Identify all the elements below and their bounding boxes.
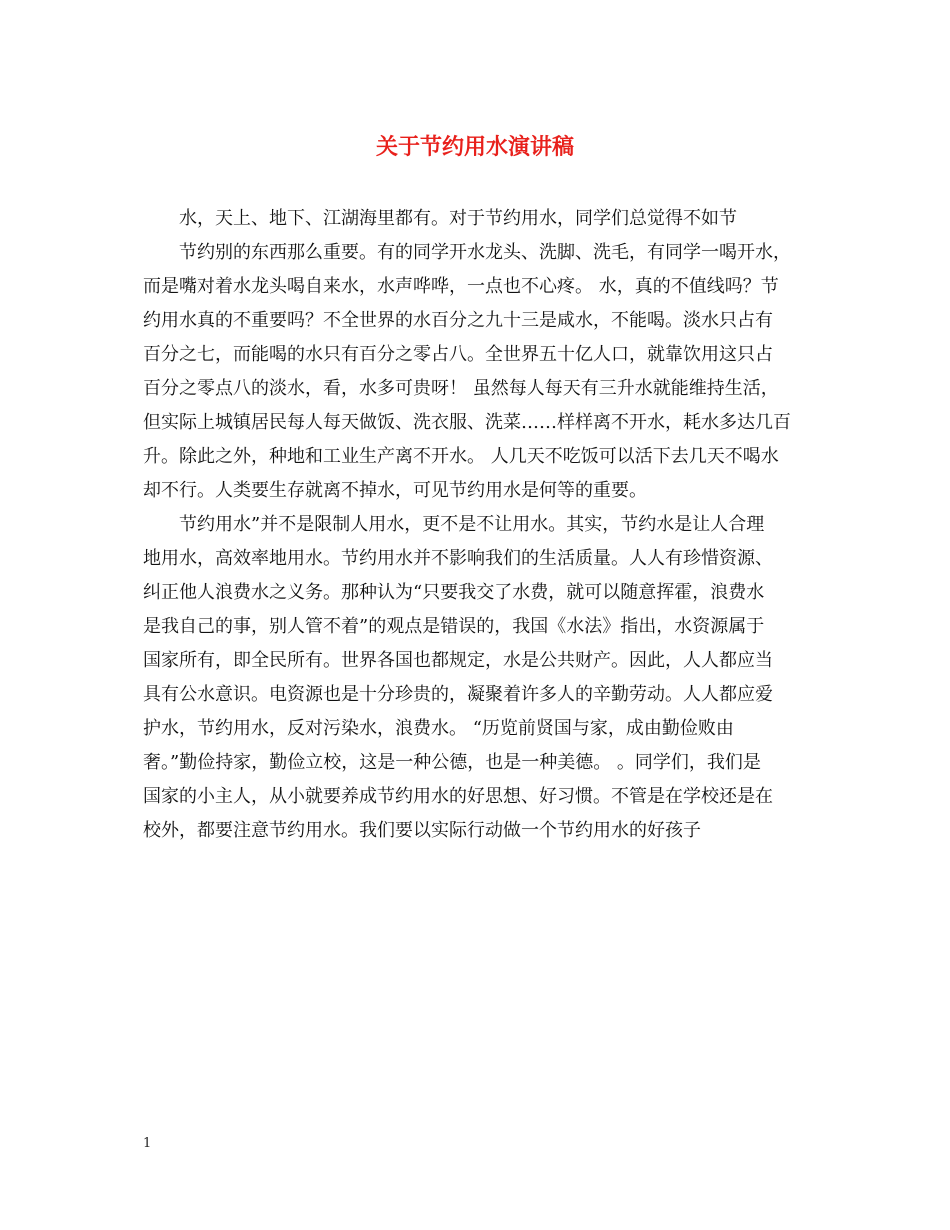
text-line: 纠正他人浪费水之义务。那种认为“只要我交了水费，就可以随意挥霍，浪费水 <box>143 582 765 603</box>
text-line: 奢。”勤俭持家，勤俭立校，这是一种公德，也是一种美德。 。同学们，我们是 <box>143 752 761 773</box>
text-line: 校外，都要注意节约用水。我们要以实际行动做一个节约用水的好孩子 <box>143 820 701 841</box>
page-number: 1 <box>143 1136 152 1151</box>
text-line: 百分之零点八的淡水，看，水多可贵呀！ 虽然每人每天有三升水就能维持生活， <box>143 378 779 399</box>
document-title: 关于节约用水演讲稿 <box>375 135 574 160</box>
text-line: 水，天上、地下、江湖海里都有。对于节约用水，同学们总觉得不如节 <box>179 208 737 229</box>
text-line: 但实际上城镇居民每人每天做饭、洗衣服、洗菜……样样离不开水，耗水多达几百 <box>143 412 791 433</box>
text-line: 国家的小主人，从小就要养成节约用水的好思想、好习惯。不管是在学校还是在 <box>143 786 773 807</box>
text-line: 却不行。人类要生存就离不掉水，可见节约用水是何等的重要。 <box>143 480 647 501</box>
text-line: 升。除此之外，种地和工业生产离不开水。 人几天不吃饭可以活下去几天不喝水 <box>143 446 779 467</box>
text-line: 护水，节约用水，反对污染水，浪费水。 “历览前贤国与家，成由勤俭败由 <box>143 718 734 739</box>
text-line: 百分之七，而能喝的水只有百分之零占八。全世界五十亿人口，就靠饮用这只占 <box>143 344 773 365</box>
text-line: 具有公水意识。电资源也是十分珍贵的，凝聚着许多人的辛勤劳动。人人都应爱 <box>143 684 773 705</box>
text-line: 地用水，高效率地用水。节约用水并不影响我们的生活质量。人人有珍惜资源、 <box>143 548 773 569</box>
text-line: 节约用水”并不是限制人用水，更不是不让用水。其实，节约水是让人合理 <box>179 514 765 535</box>
text-line: 节约别的东西那么重要。有的同学开水龙头、洗脚、洗毛，有同学一喝开水， <box>179 242 791 263</box>
text-line: 是我自己的事，别人管不着”的观点是错误的，我国《水法》指出，水资源属于 <box>143 616 765 637</box>
text-line: 国家所有，即全民所有。世界各国也都规定，水是公共财产。因此，人人都应当 <box>143 650 773 671</box>
text-line: 约用水真的不重要吗？不全世界的水百分之九十三是咸水，不能喝。淡水只占有 <box>143 310 773 331</box>
text-line: 而是嘴对着水龙头喝自来水，水声哗哗，一点也不心疼。 水，真的不值线吗？节 <box>143 276 779 297</box>
